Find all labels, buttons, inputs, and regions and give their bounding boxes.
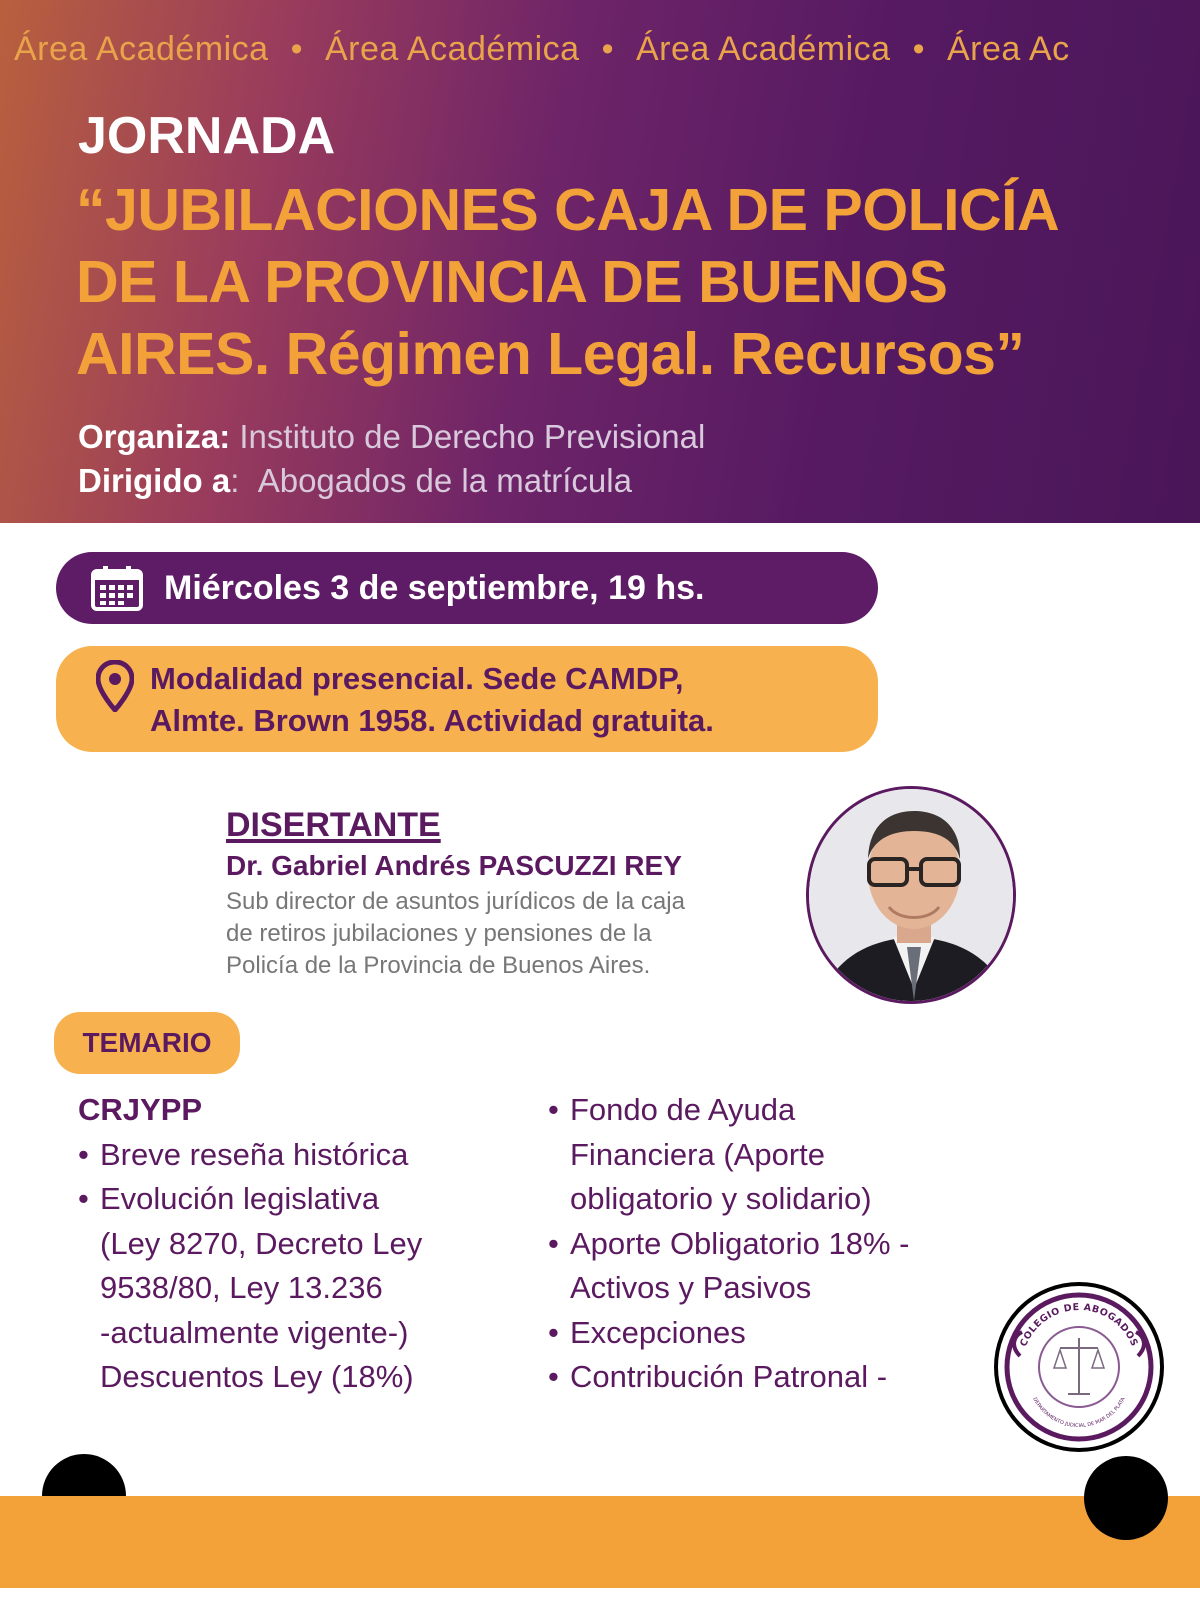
event-date: Miércoles 3 de septiembre, 19 hs. (164, 568, 705, 607)
dirigido-label: Dirigido a (78, 462, 231, 499)
ticker-separator: • (912, 30, 925, 68)
ticker-item: Área Académica (325, 30, 580, 68)
dirigido-value: Abogados de la matrícula (257, 462, 632, 499)
ticker-item: Área Ac (947, 30, 1070, 68)
dirigido-colon: : (230, 462, 240, 499)
speaker-name: Dr. Gabriel Andrés PASCUZZI REY (226, 850, 682, 881)
location-badge (56, 646, 878, 752)
list-item (548, 1311, 1008, 1356)
list-item-line: • Aporte Obligatorio 18% - (570, 1225, 910, 1261)
title-line: “JUBILACIONES CAJA DE POLICÍA (76, 177, 1060, 243)
seal-top-text: COLEGIO DE ABOGADOS (1018, 1301, 1140, 1349)
header-banner (0, 0, 1200, 523)
organiza-value: Instituto de Derecho Previsional (239, 418, 706, 455)
speaker-photo (806, 786, 1016, 1004)
list-item-text: Breve reseña histórica (100, 1136, 409, 1172)
speaker-portrait-illustration (809, 789, 1016, 1004)
list-item-text: Excepciones (570, 1314, 746, 1350)
location-pin-icon (96, 660, 134, 712)
footer-band (0, 1496, 1200, 1588)
organiza-label: Organiza: (78, 418, 231, 455)
colegio-abogados-seal (994, 1282, 1164, 1452)
title-line: DE LA PROVINCIA DE BUENOS (76, 249, 948, 315)
organiza-line (78, 418, 705, 456)
speaker-role (226, 886, 796, 982)
list-item-line: 9538/80, Ley 13.236 (100, 1270, 383, 1305)
list-item-line: obligatorio y solidario) (570, 1181, 872, 1216)
list-item (548, 1355, 1008, 1400)
ticker-item: Área Académica (636, 30, 891, 68)
event-title (76, 174, 1176, 390)
location-line: Modalidad presencial. Sede CAMDP, (150, 661, 684, 696)
list-item-line: Activos y Pasivos (570, 1270, 812, 1305)
list-item-line: Financiera (Aporte (570, 1136, 826, 1172)
speaker-role-line: de retiros jubilaciones y pensiones de la (226, 920, 652, 947)
list-item-line: Descuentos Ley (18%) (100, 1359, 414, 1394)
list-item (548, 1088, 1008, 1222)
list-item (78, 1177, 518, 1400)
dirigido-line (78, 462, 632, 500)
ticker-separator: • (601, 30, 614, 68)
list-item-text: Contribución Patronal - (570, 1359, 888, 1394)
speaker-role-line: Policía de la Provincia de Buenos Aires. (226, 952, 651, 979)
speaker-role-line: Sub director de asuntos jurídicos de la caja (226, 888, 685, 915)
list-item-line: -actualmente vigente-) (100, 1314, 409, 1350)
temario-label: TEMARIO (54, 1012, 240, 1074)
ticker-item: Área Académica (14, 30, 269, 68)
list-item-line: (Ley 8270, Decreto Ley (100, 1225, 423, 1261)
area-academica-ticker (14, 30, 1070, 69)
seal-bottom-text: DEPARTAMENTO JUDICIAL DE MAR DEL PLATA (1031, 1396, 1127, 1430)
scales-of-justice-icon (998, 1286, 1160, 1448)
ticker-separator: • (290, 30, 303, 68)
calendar-icon (90, 565, 144, 611)
date-badge (56, 552, 878, 624)
list-item-line: • Fondo de Ayuda (570, 1092, 796, 1127)
event-kicker: JORNADA (78, 107, 336, 165)
temario-left-column (78, 1088, 518, 1400)
speaker-heading: DISERTANTE (226, 806, 441, 844)
footer-edge (0, 1588, 1200, 1600)
title-line: AIRES. Régimen Legal. Recursos” (76, 321, 1025, 387)
corner-dot-right (1084, 1456, 1168, 1540)
temario-right-column (548, 1088, 1008, 1400)
location-line: Almte. Brown 1958. Actividad gratuita. (150, 703, 714, 738)
list-item (78, 1133, 518, 1178)
temario-heading: CRJYPP (78, 1092, 203, 1127)
list-item-line: • Evolución legislativa (100, 1181, 380, 1216)
svg-text:DEPARTAMENTO JUDICIAL DE MAR D (1031, 1396, 1126, 1429)
list-item (548, 1222, 1008, 1311)
event-location (150, 658, 714, 742)
